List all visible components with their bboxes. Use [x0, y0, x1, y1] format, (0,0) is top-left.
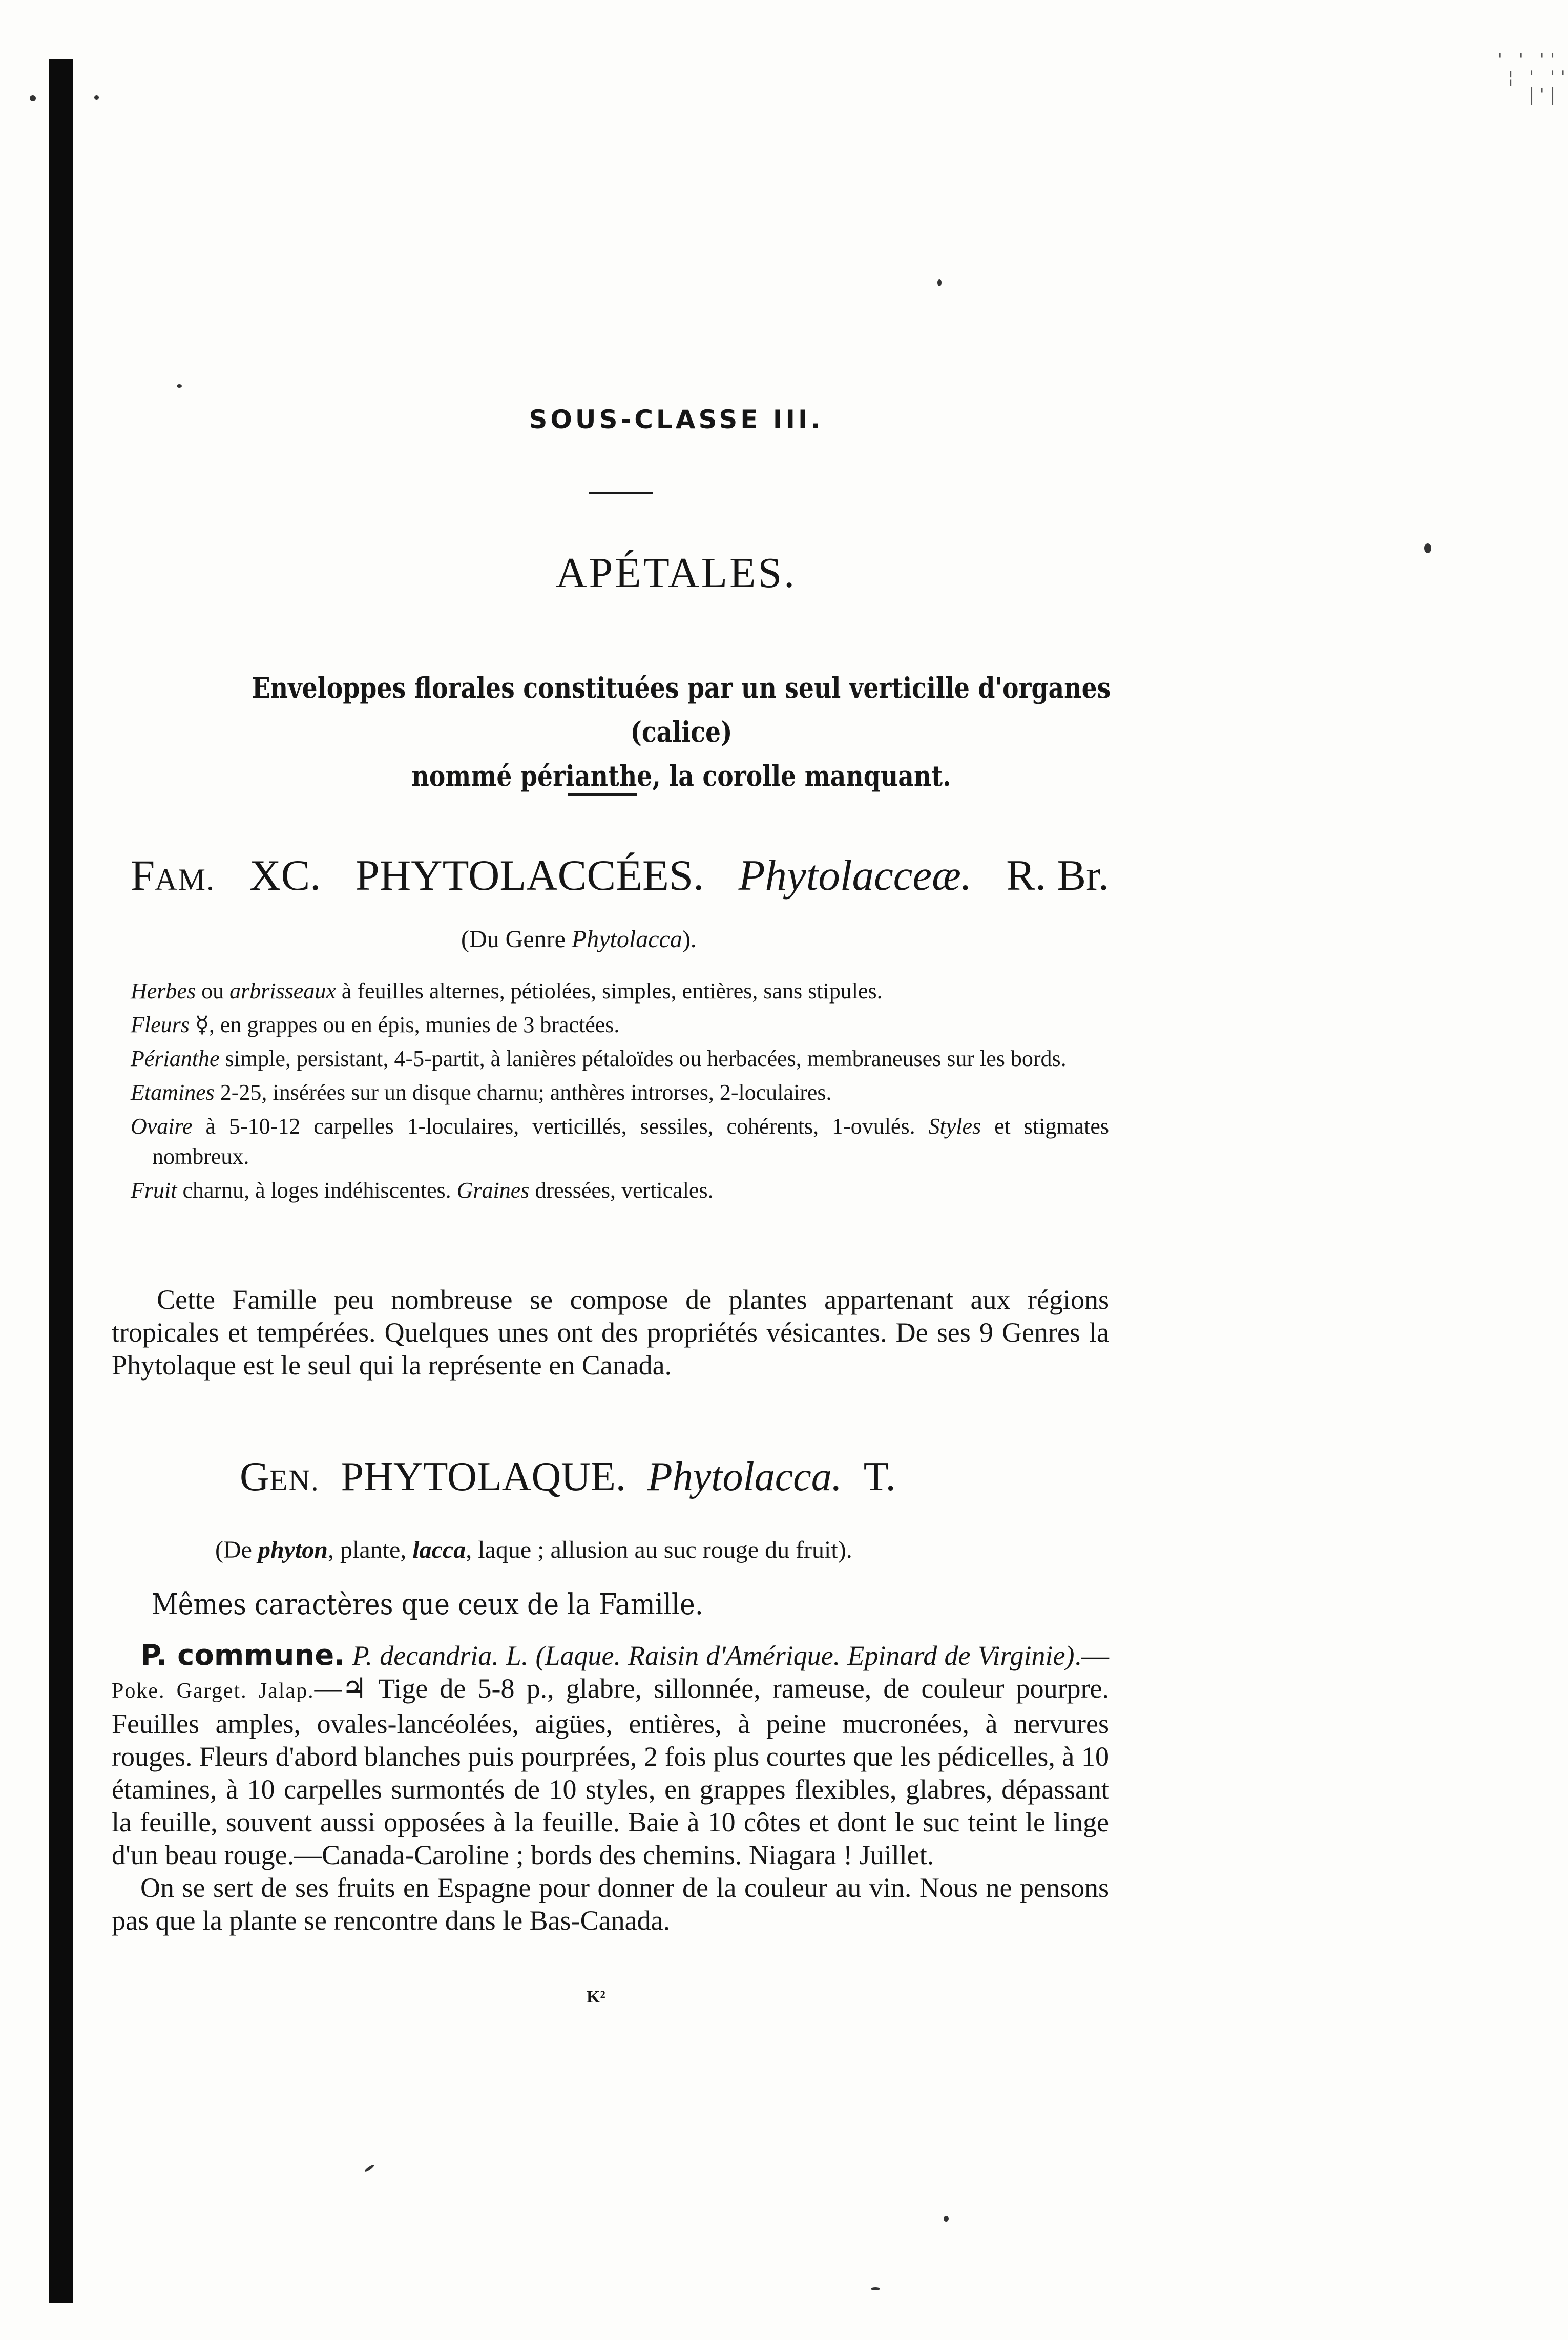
species-latin-name: P. decandria. L.	[345, 1640, 536, 1671]
character-entry: Herbes ou arbrisseaux à feuilles alternes, pétiolées, simples, entières, sans stipules.	[131, 978, 883, 1004]
ink-speck	[937, 279, 942, 286]
genus-etymology: (De phyton, plante, lacca, laque ; allusion au suc rouge du fruit).	[215, 1536, 852, 1563]
ink-speck	[364, 2164, 374, 2173]
family-characters	[131, 976, 1109, 1209]
genus-name: PHYTOLAQUE.	[341, 1454, 626, 1499]
family-authority: R. Br.	[1006, 851, 1109, 900]
family-heading	[131, 850, 1109, 901]
species-entry	[112, 1639, 1109, 1937]
character-entry: Fruit charnu, à loges indéhiscentes. Graines dressées, verticales.	[131, 1178, 714, 1203]
genus-note: Mêmes caractères que ceux de la Famille.	[152, 1588, 703, 1621]
species-note: On se sert de ses fruits en Espagne pour donner de la couleur au vin. Nous ne pensons pas que la plante se rencontre dans le Bas-Canada.	[112, 1872, 1109, 1936]
description-paragraph: Cette Famille peu nombreuse se compose de plantes appartenant aux régions tropicales et tempérées. Quelques unes ont des propriétés vésicantes. De ses 9 Genres la Phytolaque est le seul qui la représente en Canada.	[112, 1284, 1109, 1381]
section-title: APÉTALES.	[555, 549, 797, 597]
genus-label: GEN.	[240, 1454, 320, 1499]
species-description: P. commune. P. decandria. L. (Laque. Raisin d'Amérique. Epinard de Virginie).—Poke. Garget. Jalap.—♃ Tige de 5-8 p., glabre, sillonnée, rameuse, de couleur pourpre. Feuilles amples, ovales-lancéolées, aigües, entières, à peine mucronées, à nervures rouges. Fleurs d'abord blanches puis pourprées, 2 fois plus courtes que les pédicelles, à 10 étamines, à 10 carpelles surmontés de 10 styles, en grappes flexibles, glabres, dépassant la feuille, souvent aussi opposées à la feuille. Baie à 10 côtes et dont le suc teint le linge d'un beau rouge.—Canada-Caroline ; bords des chemins. Niagara ! Juillet.	[112, 1639, 1110, 1870]
genus-latin-name: Phytolacca.	[647, 1454, 842, 1499]
subclass-heading: SOUS-CLASSE III.	[529, 405, 824, 434]
divider-rule	[568, 793, 637, 796]
family-derivation: (Du Genre Phytolacca).	[461, 926, 697, 953]
character-entry: Ovaire à 5-10-12 carpelles 1-loculaires, verticillés, sessiles, cohérents, 1-ovulés. Styles et stigmates nombreux.	[131, 1114, 1109, 1169]
genus-authority: T.	[863, 1454, 896, 1499]
family-name: PHYTOLACCÉES.	[355, 851, 704, 900]
divider-rule	[589, 492, 653, 494]
ink-speck	[30, 95, 36, 101]
family-description	[112, 1283, 1109, 1382]
ink-speck	[1424, 543, 1431, 553]
definition-line: Enveloppes florales constituées par un seul verticille d'organes (calice)	[252, 671, 1111, 748]
ink-speck	[94, 95, 99, 100]
family-number: XC.	[249, 851, 321, 900]
species-name: P. commune.	[140, 1639, 345, 1672]
genus-heading	[240, 1454, 967, 1500]
division-definition	[201, 666, 1162, 798]
character-entry: Etamines 2-25, insérées sur un disque charnu; anthères introrses, 2-loculaires.	[131, 1080, 832, 1105]
page-edge-marks: ' ' '' ¦ ' '' |'|	[1495, 50, 1568, 105]
species-common-names: Poke. Garget. Jalap.	[112, 1679, 315, 1703]
character-entry: Fleurs ☿, en grappes ou en épis, munies de 3 bractées.	[131, 1012, 620, 1037]
family-label: FAM.	[131, 851, 215, 900]
species-vernacular: (Laque. Raisin d'Amérique. Epinard de Virginie)	[535, 1640, 1075, 1671]
ink-speck	[177, 384, 182, 388]
ink-speck	[944, 2216, 949, 2222]
character-entry: Périanthe simple, persistant, 4-5-partit, à lanières pétaloïdes ou herbacées, membraneuses sur les bords.	[131, 1046, 1067, 1071]
signature-mark: K²	[587, 1988, 605, 2007]
binding-edge	[49, 59, 73, 2303]
definition-line: nommé périanthe, la corolle manquant.	[411, 759, 951, 792]
family-latin-name: Phytolacceæ.	[738, 851, 972, 900]
ink-speck	[871, 2287, 880, 2290]
